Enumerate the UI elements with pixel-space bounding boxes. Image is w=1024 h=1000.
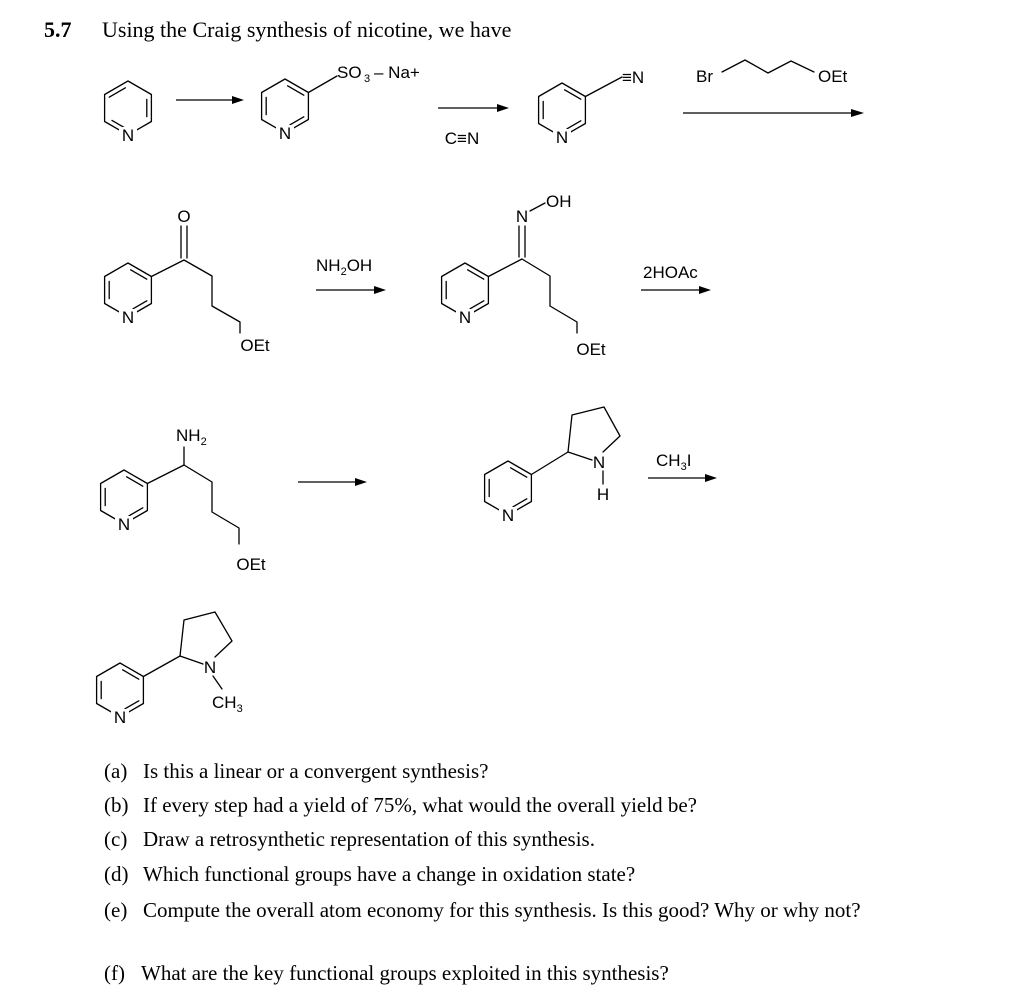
question-label: (c) — [104, 827, 128, 851]
question-a — [104, 758, 1004, 785]
atom-n-label: N — [555, 128, 569, 147]
sulfonate-label: SO — [337, 63, 362, 82]
question-label: (f) — [104, 961, 125, 985]
reaction-arrow — [641, 286, 711, 294]
nornicotine-structure — [485, 407, 620, 525]
reaction-arrow — [316, 286, 386, 294]
atom-n-label: N — [113, 708, 127, 727]
subscript-3: 3 — [364, 73, 371, 85]
question-d — [104, 861, 1004, 888]
reagent-methyl-iodide: $CH_3I$ — [656, 451, 692, 473]
question-text: If every step had a yield of 75%, what would the overall yield be? — [143, 793, 697, 817]
question-f — [104, 960, 1004, 987]
question-label: (e) — [104, 898, 128, 922]
problem-intro: Using the Craig synthesis of nicotine, we have — [102, 17, 512, 42]
sodium-label: – Na+ — [374, 63, 420, 82]
question-label: (d) — [104, 862, 129, 886]
oxime-intermediate-structure — [442, 192, 606, 359]
question-b — [104, 792, 1004, 819]
atom-n-label: N — [278, 124, 292, 143]
reagent-cyanide: C≡N — [444, 129, 480, 148]
question-e — [104, 897, 1004, 924]
pyridine-structure — [105, 81, 152, 145]
ethoxy-label: OEt — [576, 340, 606, 359]
ethoxy-label: OEt — [236, 555, 266, 574]
reagent-hydroxylamine: $NH_2OH$ — [316, 256, 373, 278]
hydroxyl-label: OH — [546, 192, 572, 211]
ethoxy-label: OEt — [240, 336, 270, 355]
amine-label: $NH_2$ — [176, 426, 207, 448]
oxime-n-label: N — [515, 207, 529, 226]
reaction-arrow — [648, 474, 717, 482]
reaction-arrow — [438, 104, 509, 112]
oxygen-label: O — [177, 207, 191, 226]
atom-n-label: N — [458, 308, 472, 327]
question-text: Compute the overall atom economy for this synthesis. Is this good? Why or why not? — [143, 898, 861, 922]
bromine-label: Br — [696, 67, 713, 86]
reaction-arrow — [683, 109, 864, 117]
ring-n-label: N — [592, 453, 606, 472]
reaction-arrow — [176, 96, 244, 104]
question-label: (b) — [104, 793, 129, 817]
atom-n-label: N — [121, 126, 135, 145]
bromo-ether-reagent — [696, 60, 848, 86]
question-text: Which functional groups have a change in oxidation state? — [143, 862, 636, 886]
question-text: Draw a retrosynthetic representation of this synthesis. — [143, 827, 595, 851]
nitrile-label: ≡N — [622, 68, 645, 87]
question-text: What are the key functional groups exploited in this synthesis? — [141, 961, 669, 985]
amine-intermediate-structure — [101, 426, 266, 574]
ethoxy-label: OEt — [818, 67, 848, 86]
atom-n-label: N — [117, 515, 131, 534]
ring-n-label: N — [203, 658, 217, 677]
question-label: (a) — [104, 759, 128, 783]
atom-n-label: N — [501, 506, 515, 525]
question-c — [104, 826, 1004, 853]
reaction-arrow — [298, 478, 367, 486]
problem-number: 5.7 — [44, 17, 72, 42]
nicotine-structure — [97, 612, 243, 727]
methyl-label: $CH_3$ — [212, 693, 243, 715]
hydrogen-label: H — [596, 485, 610, 504]
cyanopyridine-structure — [539, 68, 645, 147]
pyridine-sulfonate-structure — [262, 63, 420, 143]
atom-n-label: N — [121, 308, 135, 327]
ketone-intermediate-structure — [105, 207, 270, 355]
reagent-acetic-acid: 2HOAc — [643, 263, 698, 282]
question-text: Is this a linear or a convergent synthesis? — [143, 759, 489, 783]
